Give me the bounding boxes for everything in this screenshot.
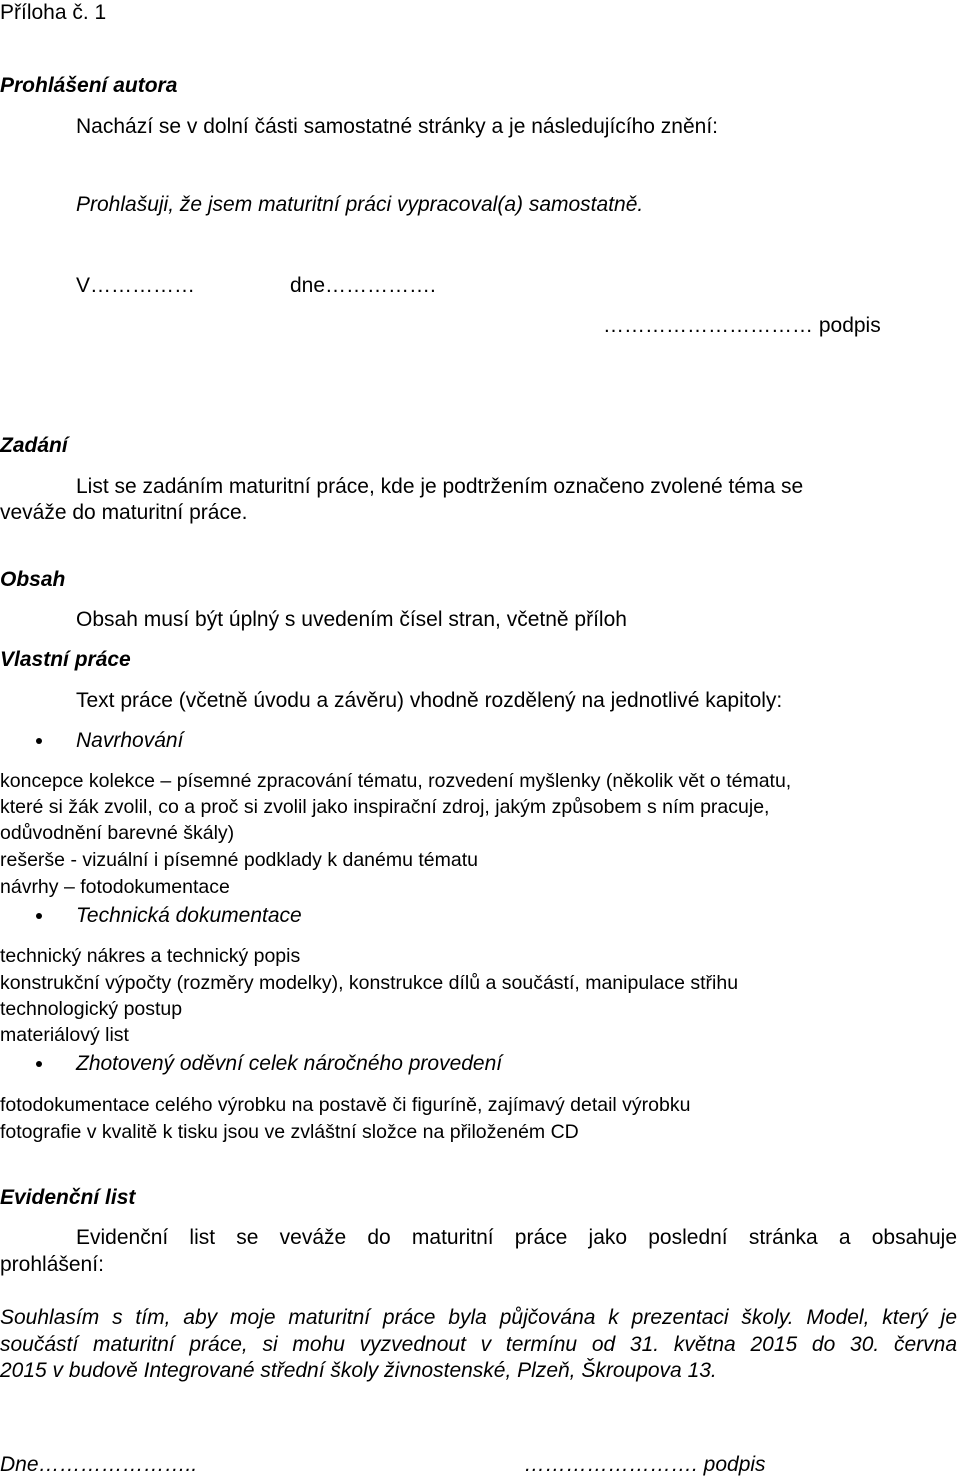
contents-text: Obsah musí být úplný s uvedením čísel stran, včetně příloh [76, 608, 627, 631]
section-technical-line: konstrukční výpočty (rozměry modelky), konstrukce dílů a součástí, manipulace střihu [0, 972, 739, 994]
consent-line-2: součástí maturitní práce, si mohu vyzvednout v termínu od 31. května 2015 do 30. června [0, 1333, 957, 1356]
section-technical-line: technický nákres a technický popis [0, 945, 301, 967]
contents-heading: Obsah [0, 568, 66, 591]
record-sheet-heading: Evidenční list [0, 1186, 136, 1209]
section-technical-line: materiálový list [0, 1024, 129, 1046]
section-technical-line: technologický postup [0, 998, 183, 1020]
declaration-intro: Nachází se v dolní části samostatné stránky a je následujícího znění: [76, 115, 719, 138]
consent-line-3: 2015 v budově Integrované střední školy živnostenské, Plzeň, Škroupova 13. [0, 1359, 717, 1382]
section-navrhovani-line: návrhy – fotodokumentace [0, 876, 230, 898]
record-sheet-date-line: Dne………………….. [0, 1453, 198, 1476]
declaration-date-line: dne……………. [290, 274, 436, 297]
declaration-place-line: V…………… [76, 274, 196, 297]
bullet-icon [36, 738, 42, 744]
bullet-icon [36, 913, 42, 919]
declaration-heading: Prohlášení autora [0, 74, 178, 97]
assignment-text-line-2: veváže do maturitní práce. [0, 501, 248, 524]
section-navrhovani-line: odůvodnění barevné škály) [0, 822, 235, 844]
section-garment-line: fotodokumentace celého výrobku na postavě či figuríně, zajímavý detail výrobku [0, 1094, 691, 1116]
page-label: Příloha č. 1 [0, 1, 107, 24]
section-navrhovani-line: koncepce kolekce – písemné zpracování tématu, rozvedení myšlenky (několik vět o tématu, [0, 770, 792, 792]
own-work-heading: Vlastní práce [0, 648, 131, 671]
declaration-signature-line: ………………………… podpis [603, 314, 881, 337]
record-sheet-text-line-2: prohlášení: [0, 1253, 104, 1276]
section-navrhovani-line: rešerše - vizuální i písemné podklady k danému tématu [0, 849, 478, 871]
own-work-text: Text práce (včetně úvodu a závěru) vhodně rozdělený na jednotlivé kapitoly: [76, 689, 783, 712]
section-navrhovani-line: které si žák zvolil, co a proč si zvolil jako inspirační zdroj, jakým způsobem s ním pracuje, [0, 796, 770, 818]
consent-line-1: Souhlasím s tím, aby moje maturitní práce byla půjčována k prezentaci školy. Model, který je [0, 1306, 957, 1329]
assignment-text-line-1: List se zadáním maturitní práce, kde je podtržením označeno zvolené téma se [76, 475, 804, 498]
declaration-statement: Prohlašuji, že jsem maturitní práci vypracoval(a) samostatně. [76, 193, 644, 216]
record-sheet-text-line-1: Evidenční list se veváže do maturitní práce jako poslední stránka a obsahuje [76, 1226, 957, 1249]
section-navrhovani-title: Navrhování [76, 729, 184, 752]
section-garment-title: Zhotovený oděvní celek náročného provedení [76, 1052, 503, 1075]
section-garment-line: fotografie v kvalitě k tisku jsou ve zvláštní složce na přiloženém CD [0, 1121, 579, 1143]
assignment-heading: Zadání [0, 434, 68, 457]
bullet-icon [36, 1061, 42, 1067]
section-technical-title: Technická dokumentace [76, 904, 302, 927]
record-sheet-signature-line: ……………………. podpis [524, 1453, 766, 1476]
